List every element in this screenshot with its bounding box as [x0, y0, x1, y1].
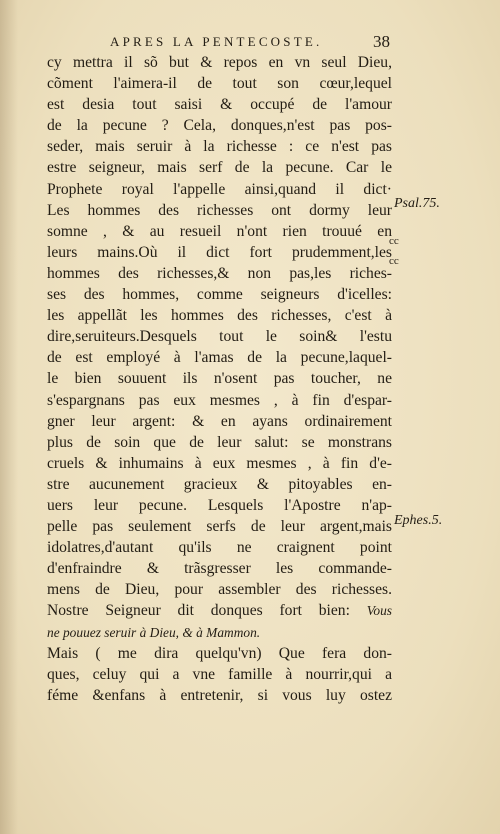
quotation-mark: cc: [389, 255, 399, 267]
text-line: le bien souuent ils n'osent pas toucher, ne: [47, 370, 392, 388]
text-line: pelle pas seulement serfs de leur argent,mais: [47, 518, 392, 536]
quotation-mark: cc: [389, 235, 399, 247]
text-line: cy mettra il sõ but & repos en vn seul Dieu,: [47, 54, 392, 71]
italic-quote: Vous: [366, 603, 392, 619]
text-line: seder, mais seruir à la richesse : ce n'est pas: [47, 138, 392, 156]
gutter-shadow: [0, 0, 18, 834]
text-line: Les hommes des richesses ont dormy leur: [47, 201, 392, 219]
text-line: de est employé à l'amas de la pecune,laquel-: [47, 349, 392, 367]
text-line-with-italic: [47, 600, 392, 621]
text-line: cruels & inhumains à eux mesmes , à fin d'e-: [47, 454, 392, 472]
text-line: cõment l'aimera-il de tout son cœur,lequel: [47, 75, 392, 93]
text-line: stre aucunement gracieux & pitoyables en-: [47, 475, 392, 493]
text-line: uers leur pecune. Lesquels l'Apostre n'ap-: [47, 496, 392, 514]
text-line: somne , & au resueil n'ont rien trouué en: [47, 222, 392, 240]
text-line: est desia tout saisi & occupé de l'amour: [47, 96, 392, 114]
text-line: s'espargnans pas eux mesmes , à fin d'espar-: [47, 391, 392, 409]
text-line: estre seigneur, mais serf de la pecune. Car le: [47, 159, 392, 177]
page-number: 38: [373, 32, 390, 51]
text-line: féme &enfans à entretenir, si vous luy ostez: [47, 686, 392, 704]
italic-quote-line: [47, 622, 392, 643]
text-line: hommes des richesses,& non pas,les riches-: [47, 264, 392, 282]
margin-note-psalm: Psal.75.: [394, 196, 440, 211]
text-line: ses des hommes, comme seigneurs d'icelles:: [47, 286, 392, 304]
running-title: APRES LA PENTECOSTE.: [110, 34, 323, 49]
text-line: d'enfraindre & trãsgresser les commande-: [47, 560, 392, 578]
text-line: gner leur argent: & en ayans ordinairement: [47, 412, 392, 430]
text-line: Mais ( me dira quelqu'vn) Que fera don-: [47, 644, 392, 662]
text-line: les appellãt les hommes des richesses, c'est à: [47, 307, 392, 325]
text-line: idolatres,d'autant qu'ils ne craignent point: [47, 539, 392, 557]
text-line: ques, celuy qui a vne famille à nourrir,qui a: [47, 665, 392, 683]
text-line: de la pecune ? Cela, donques,n'est pas pos-: [47, 117, 392, 135]
text-line: mens de Dieu, pour assembler des richesses.: [47, 581, 392, 599]
text-segment: Nostre Seigneur dit donques fort bien:: [47, 602, 367, 620]
margin-note-ephesians: Ephes.5.: [394, 513, 443, 528]
text-line: leurs mains.Où il dict fort prudemment,les: [47, 243, 392, 261]
italic-quote: ne pouuez seruir à Dieu, & à Mammon.: [47, 624, 261, 640]
body-text: [47, 52, 392, 706]
text-line: plus de soin que de leur salut: se monstrans: [47, 433, 392, 451]
text-line: dire,seruiteurs.Desquels tout le soin& l'estu: [47, 328, 392, 346]
text-line: Prophete royal l'appelle ainsi,quand il dict·: [47, 180, 392, 198]
